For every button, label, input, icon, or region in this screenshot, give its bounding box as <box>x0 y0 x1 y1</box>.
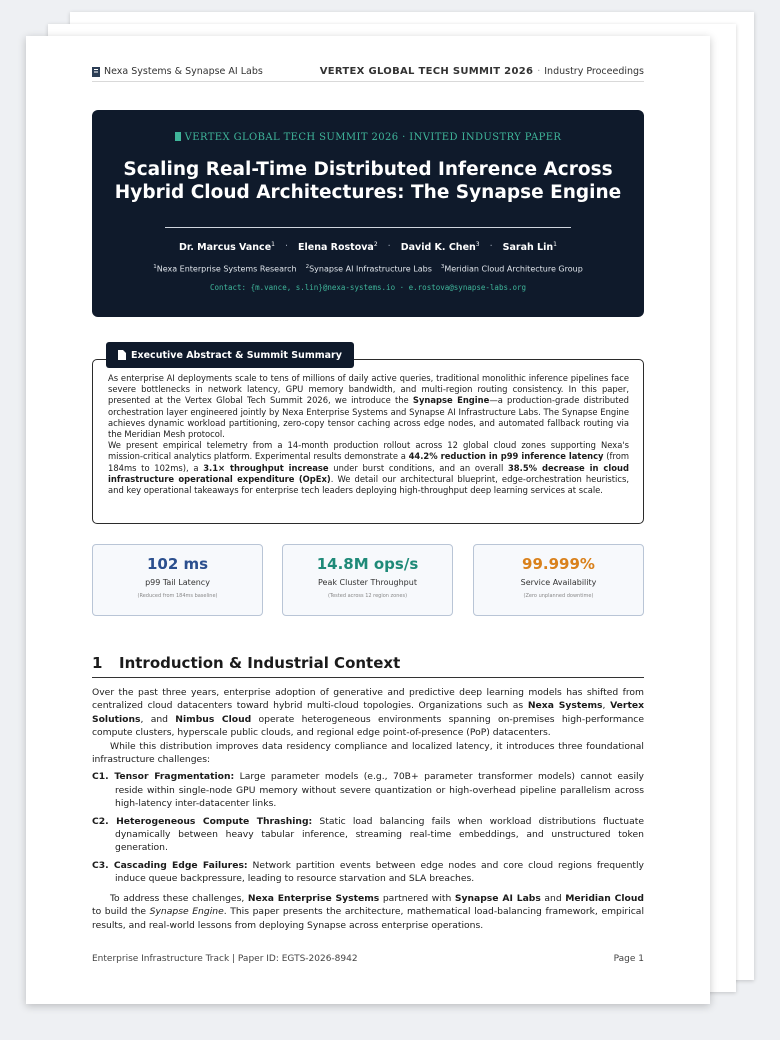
body-paragraph: Over the past three years, enterprise adoption of generative and predictive deep learning models has shifted from centralized cloud datacenters toward hybrid multi-cloud topologies. Organizations such as Nexa Systems, Vertex Solutions, and Nimbus Cloud operate heterogeneous environments spanning on-premises high-performance compute clusters, hyperscale public clouds, and regional edge point-of-presence (PoP) datacenters. <box>92 687 645 739</box>
metric-label: p99 Tail Latency <box>145 578 210 587</box>
metric-value: 99.999% <box>522 555 595 573</box>
author: Dr. Marcus Vance$^1$ <box>179 241 275 254</box>
metric-value: 14.8M ops/s <box>316 555 419 573</box>
affiliation: $^3$Meridian Cloud Architecture Group <box>440 264 583 274</box>
abstract-box <box>92 359 644 524</box>
book-icon <box>175 132 181 141</box>
paper-title: Scaling Real-Time Distributed Inference Across Hybrid Cloud Architectures: The Synapse Engine <box>114 159 622 203</box>
abstract-tab: Executive Abstract & Summit Summary <box>106 342 354 368</box>
contact-emails: Contact: {m.vance, s.lin}@nexa-systems.io · e.rostova@synapse-labs.org <box>209 283 527 292</box>
affiliation: $^2$Synapse AI Infrastructure Labs <box>305 264 432 274</box>
challenge-item: C1. Tensor Fragmentation: Large parameter models (e.g., 70B+ parameter transformer models) cannot easily reside within single-node GPU memory without severe quantization or high-overhead pipeline parallelism across high-latency inter-datacenter links. <box>92 771 644 810</box>
section-heading <box>92 654 644 678</box>
metric-note: (Tested across 12 region zones) <box>327 593 408 599</box>
challenge-item: C3. Cascading Edge Failures: Network partition events between edge nodes and core cloud regions frequently induce queue backpressure, leading to resource starvation and SLA breaches. <box>92 859 644 885</box>
affiliation-list <box>92 264 644 274</box>
metric-card-latency <box>92 544 263 616</box>
header-event: VERTEX GLOBAL TECH SUMMIT 2026 <box>319 66 534 77</box>
running-header <box>92 66 644 82</box>
challenge-item: C2. Heterogeneous Compute Thrashing: Static load balancing fails when workload distributions fluctuate dynamically between heavy tabular inference, streaming real-time embeddings, and unstructured token generation. <box>92 815 644 854</box>
header-org: Nexa Systems & Synapse AI Labs <box>104 66 263 77</box>
page-number: Page 1 <box>613 954 644 964</box>
header-proceedings: Industry Proceedings <box>544 66 644 77</box>
author: Sarah Lin$^1$ <box>502 241 557 254</box>
metric-card-availability <box>473 544 644 616</box>
metric-note: (Zero unplanned downtime) <box>523 593 594 599</box>
author-list: Dr. Marcus Vance$^1$ · Elena Rostova$^2$ · David K. Chen$^3$ · Sarah Lin$^1$ <box>179 241 557 254</box>
section-number: 1 <box>92 654 103 672</box>
section-body <box>92 686 644 932</box>
metric-label: Service Availability <box>520 578 597 587</box>
document-icon <box>118 350 126 360</box>
section-title: Introduction & Industrial Context <box>119 654 401 672</box>
metric-value: 102 ms <box>146 555 209 573</box>
metric-label: Peak Cluster Throughput <box>318 578 417 587</box>
affiliation: $^1$Nexa Enterprise Systems Research <box>153 264 297 274</box>
banner-kicker: VERTEX GLOBAL TECH SUMMIT 2026 · INVITED INDUSTRY PAPER <box>92 132 644 143</box>
metric-card-throughput <box>282 544 453 616</box>
page-footer <box>92 954 644 964</box>
building-icon <box>92 67 100 77</box>
metric-note: (Reduced from 184ms baseline) <box>137 593 218 599</box>
title-banner <box>92 110 644 317</box>
header-separator: · <box>537 66 541 77</box>
footer-track: Enterprise Infrastructure Track | Paper ID: EGTS-2026-8942 <box>92 954 358 964</box>
paper-page <box>26 36 710 1004</box>
author: David K. Chen$^3$ <box>400 241 480 254</box>
body-paragraph: While this distribution improves data residency compliance and localized latency, it introduces three foundational infrastructure challenges: <box>92 740 644 766</box>
author: Elena Rostova$^2$ <box>298 241 378 254</box>
abstract-paragraph: We present empirical telemetry from a 14-month production rollout across 12 global cloud zones supporting Nexa's mission-critical analytics platform. Experimental results demonstrate a 44.2% reduction in p99 inference latency (from 184ms to 102ms), a 3.1× throughput increase under burst conditions, and an overall 38.5% decrease in cloud infrastructure operational expenditure (OpEx). We detail our architectural blueprint, edge-orchestration heuristics, and key operational takeaways for enterprise tech leaders deploying high-throughput deep learning services at scale. <box>108 440 630 496</box>
banner-divider <box>165 227 571 228</box>
body-paragraph: To address these challenges, Nexa Enterprise Systems partnered with Synapse AI Labs and Meridian Cloud to build the Synapse Engine. This paper presents the architecture, mathematical load-balancing framework, empirical results, and real-world lessons from deploying Synapse across enterprise operations. <box>92 892 644 931</box>
abstract-paragraph: As enterprise AI deployments scale to tens of millions of daily active queries, traditional monolithic inference pipelines face severe bottlenecks in network latency, GPU memory bandwidth, and multi-region routing consistency. In this paper, presented at the Vertex Global Tech Summit 2026, we introduce the Synapse Engine—a production-grade distributed orchestration layer engineered jointly by Nexa Enterprise Systems and Synapse AI Infrastructure Labs. The Synapse Engine achieves dynamic workload partitioning, zero-copy tensor caching across edge nodes, and automated fallback routing via the Meridian Mesh protocol. <box>108 373 629 440</box>
